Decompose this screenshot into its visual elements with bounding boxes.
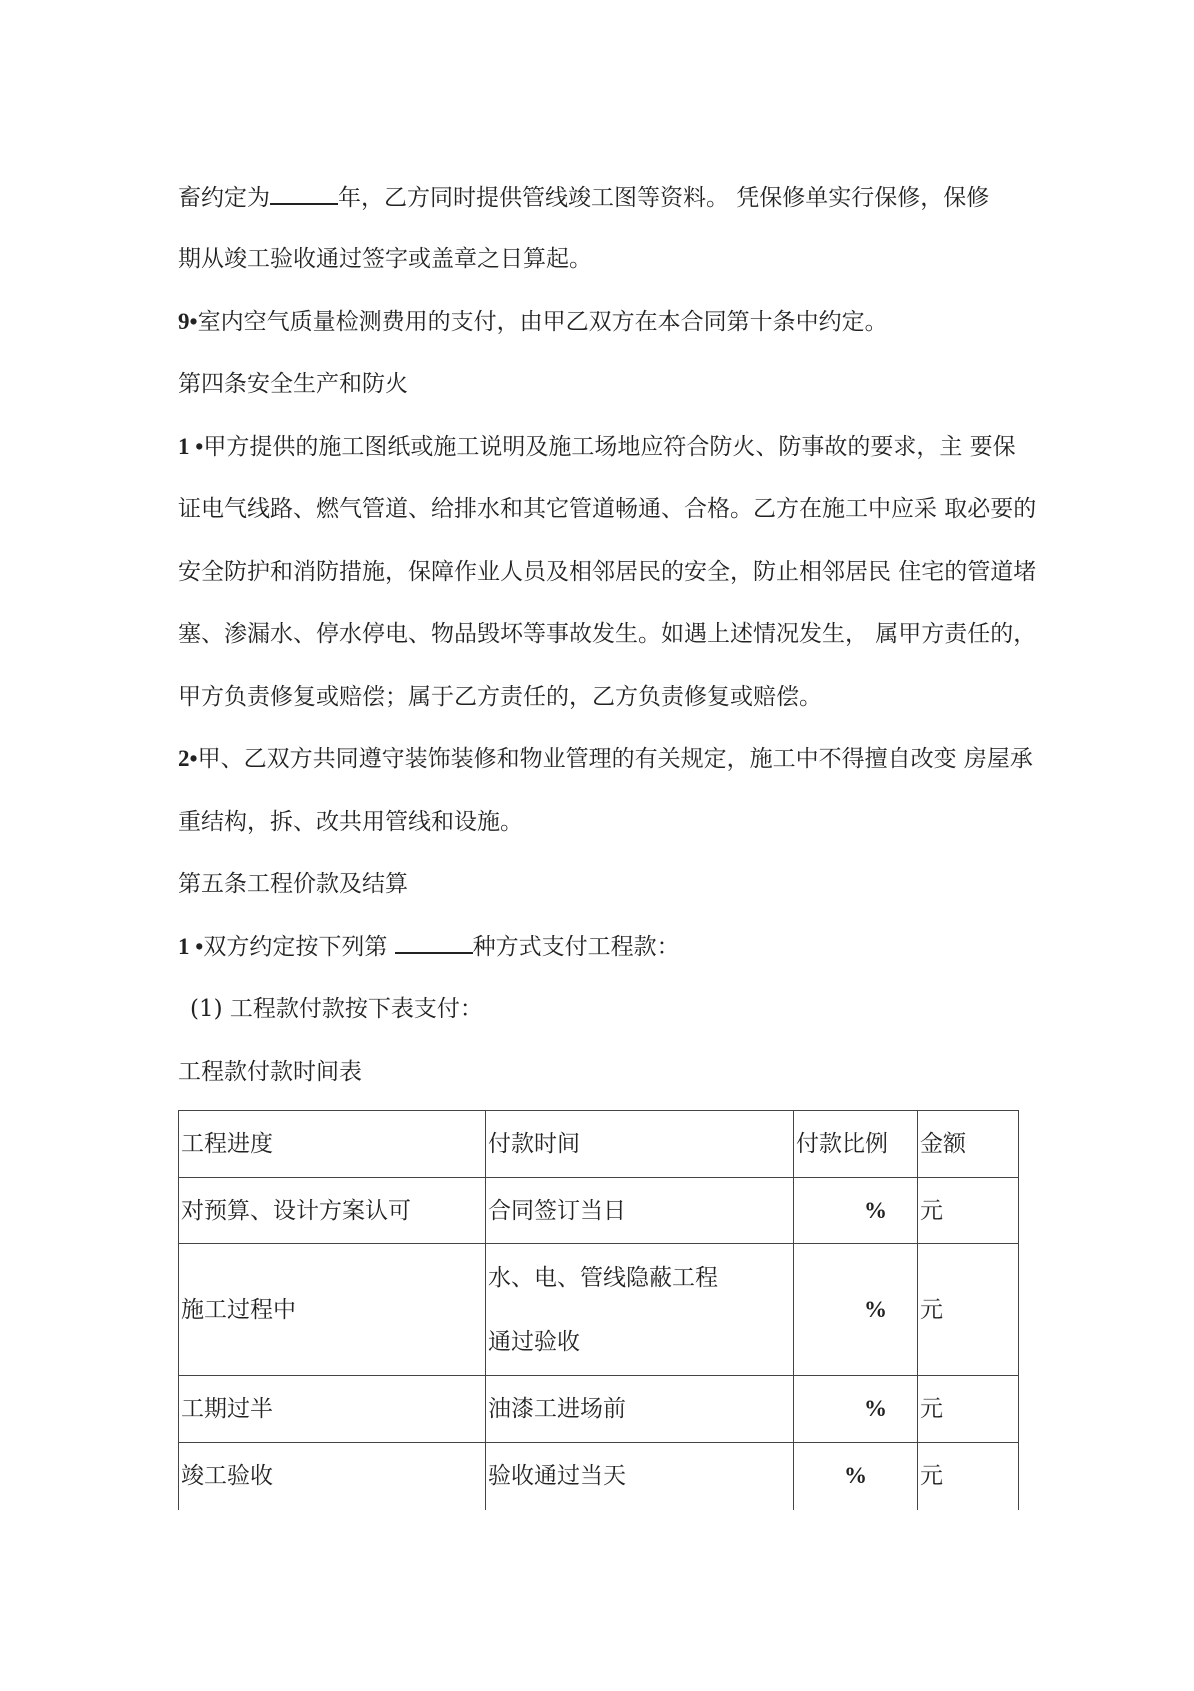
ratio-cell[interactable]: %	[794, 1244, 918, 1376]
section-heading: 第四条安全生产和防火	[178, 371, 408, 397]
stage-cell: 工期过半	[179, 1376, 486, 1443]
time-line: 水、电、管线隐蔽工程	[488, 1264, 718, 1291]
ratio-cell[interactable]: %	[794, 1443, 918, 1510]
ratio-cell[interactable]: %	[794, 1178, 918, 1244]
text-line: 塞、渗漏水、停水停电、物品毁坏等事故发生。如遇上述情况发生， 属甲方责任的，	[178, 621, 1037, 647]
table-row	[179, 1443, 1019, 1510]
time-cell: 油漆工进场前	[486, 1376, 794, 1443]
text-line: 安全防护和消防措施，保障作业人员及相邻居民的安全，防止相邻居民 住宅的管道堵	[178, 559, 1037, 585]
header-cell: 金额	[918, 1111, 1019, 1178]
time-line: 通过验收	[488, 1328, 580, 1355]
ratio-cell[interactable]: %	[794, 1376, 918, 1443]
amount-cell[interactable]: 元	[918, 1443, 1019, 1510]
time-cell	[486, 1244, 794, 1376]
amount-cell[interactable]: 元	[918, 1376, 1019, 1443]
table-row	[179, 1178, 1019, 1244]
stage-cell: 施工过程中	[179, 1244, 486, 1376]
fill-blank-method[interactable]	[395, 932, 473, 954]
text-line: 1 •双方约定按下列第 种方式支付工程款：	[178, 934, 680, 960]
text-line: 甲方负责修复或赔偿；属于乙方责任的，乙方负责修复或赔偿。	[178, 684, 822, 710]
text-line: 证电气线路、燃气管道、给排水和其它管道畅通、合格。乙方在施工中应采 取必要的	[178, 496, 1037, 522]
header-cell: 工程进度	[179, 1111, 486, 1178]
header-cell: 付款比例	[794, 1111, 918, 1178]
table-caption: 工程款付款时间表	[178, 1059, 362, 1085]
amount-cell[interactable]: 元	[918, 1244, 1019, 1376]
text-line: 1 •甲方提供的施工图纸或施工说明及施工场地应符合防火、防事故的要求，主 要保	[178, 434, 1016, 460]
text-line: 期从竣工验收通过签字或盖章之日算起。	[178, 246, 592, 272]
table-row	[179, 1376, 1019, 1443]
stage-cell: 对预算、设计方案认可	[179, 1178, 486, 1244]
text-line: 2•甲、乙双方共同遵守装饰装修和物业管理的有关规定，施工中不得擅自改变 房屋承	[178, 746, 1033, 772]
payment-schedule-table	[178, 1110, 1019, 1510]
text-line: 重结构，拆、改共用管线和设施。	[178, 809, 523, 835]
stage-cell: 竣工验收	[179, 1443, 486, 1510]
fill-blank-years[interactable]	[270, 183, 338, 205]
text-line: (1) 工程款付款按下表支付：	[190, 996, 483, 1022]
table-header-row	[179, 1111, 1019, 1178]
section-heading: 第五条工程价款及结算	[178, 871, 408, 897]
amount-cell[interactable]: 元	[918, 1178, 1019, 1244]
table-row	[179, 1244, 1019, 1376]
time-cell: 合同签订当日	[486, 1178, 794, 1244]
text-line: 9•室内空气质量检测费用的支付，由甲乙双方在本合同第十条中约定。	[178, 309, 888, 335]
time-cell: 验收通过当天	[486, 1443, 794, 1510]
header-cell: 付款时间	[486, 1111, 794, 1178]
text-line: 畜约定为 年，乙方同时提供管线竣工图等资料。 凭保修单实行保修，保修	[178, 185, 990, 211]
